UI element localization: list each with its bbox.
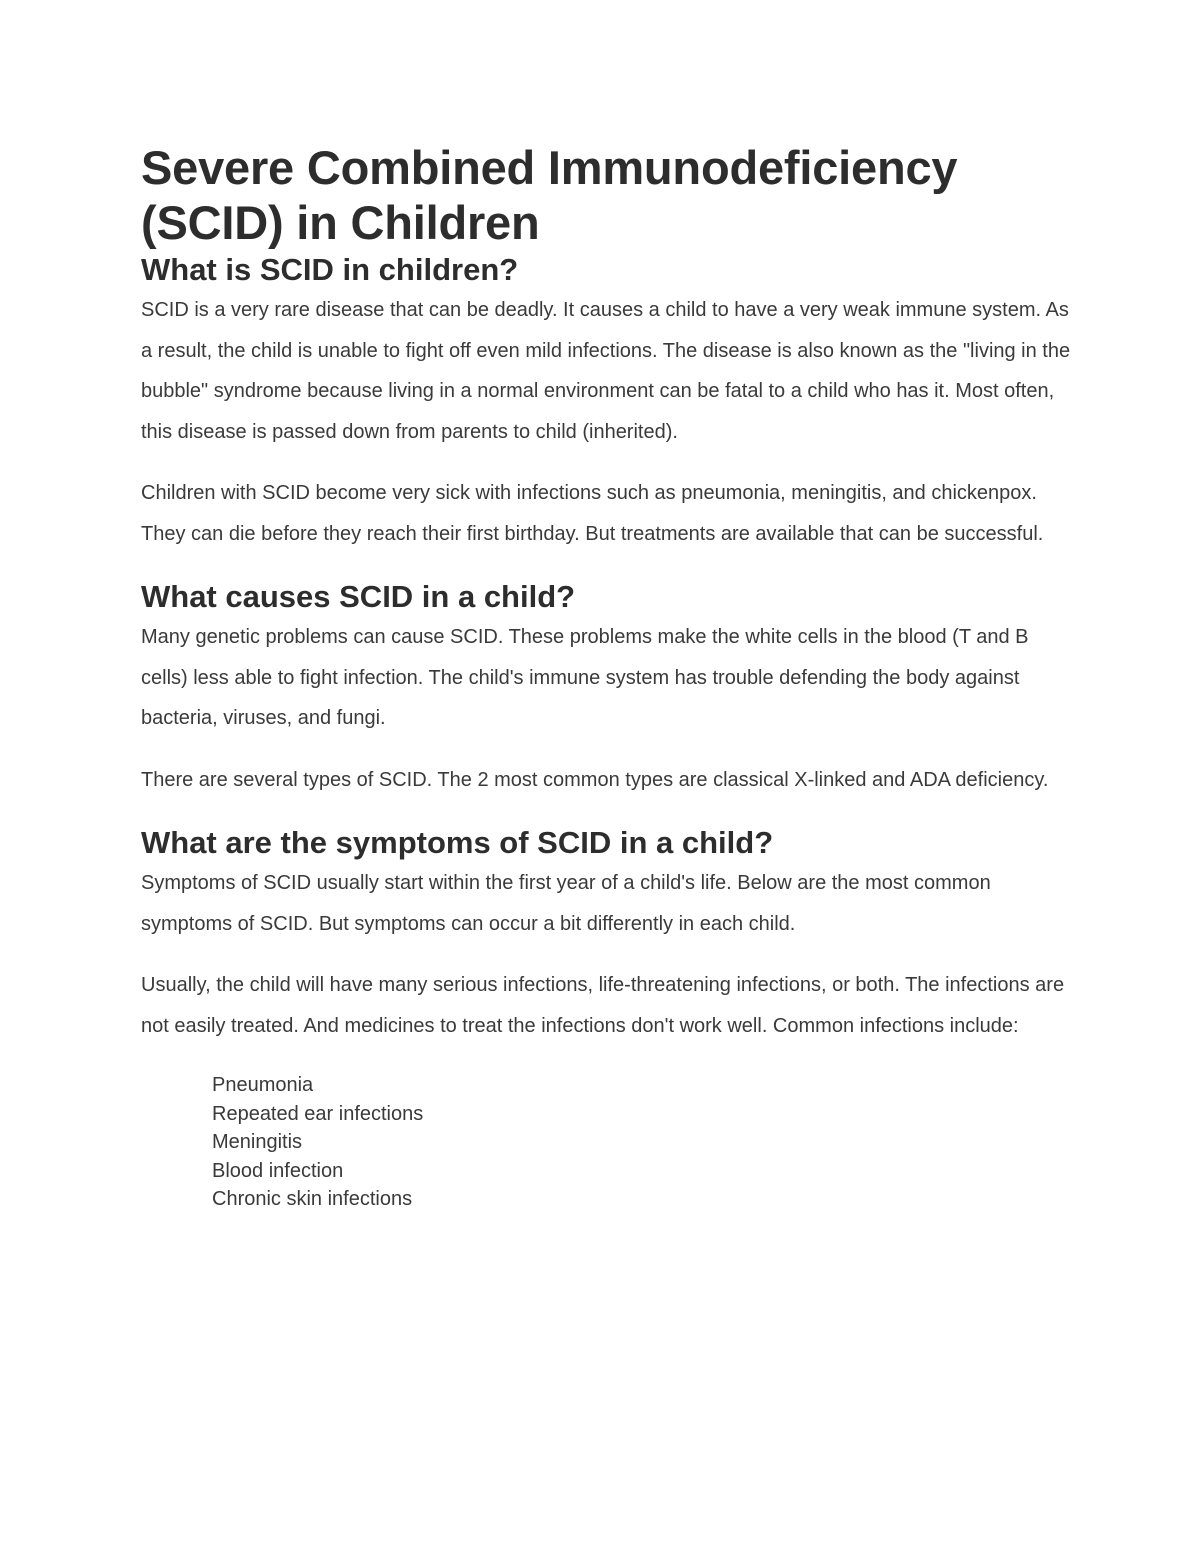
infection-list [141,1071,1071,1214]
paragraph: Many genetic problems can cause SCID. These problems make the white cells in the blood (T and B cells) less able to fight infection. The child's immune system has trouble defending the body against bacteria, viruses, and fungi. [141,626,1029,729]
list-item: Repeated ear infections [212,1102,424,1125]
list-item: Chronic skin infections [212,1188,413,1210]
paragraph: Usually, the child will have many serious infections, life-threatening infections, or both. The infections are not easily treated. And medicines to treat the infections don't work well. Common infections include: [141,974,1065,1037]
paragraph: There are several types of SCID. The 2 most common types are classical X-linked and ADA deficiency. [141,768,1049,791]
document-title: Severe Combined Immunodeficiency (SCID) in Children [141,141,958,249]
section-heading: What causes SCID in a child? [141,579,576,614]
paragraph: Children with SCID become very sick with infections such as pneumonia, meningitis, and chickenpox. They can die before they reach their first birthday. But treatments are available that can be successful. [141,482,1044,545]
paragraph: SCID is a very rare disease that can be deadly. It causes a child to have a very weak immune system. As a result, the child is unable to fight off even mild infections. The disease is also known as the "living in the bubble" syndrome because living in a normal environment can be fatal to a child who has it. Most often, this disease is passed down from parents to child (inherited). [141,299,1071,443]
section-what-is-scid [141,250,1071,554]
section-heading: What are the symptoms of SCID in a child? [141,825,774,860]
paragraph: Symptoms of SCID usually start within the first year of a child's life. Below are the most common symptoms of SCID. But symptoms can occur a bit differently in each child. [141,872,991,935]
list-item: Pneumonia [212,1074,314,1096]
section-heading: What is SCID in children? [141,252,519,287]
section-symptoms [141,823,1071,1214]
list-item: Meningitis [212,1131,303,1153]
list-item: Blood infection [212,1159,344,1182]
document-page [141,140,1071,1214]
section-causes [141,577,1071,800]
